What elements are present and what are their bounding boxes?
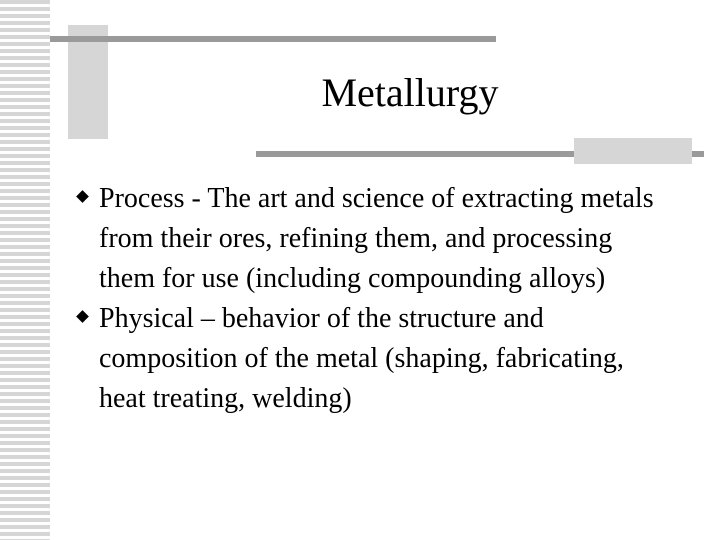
left-stripe-decoration bbox=[0, 0, 50, 540]
diamond-bullet-icon bbox=[76, 310, 89, 323]
right-accent-block bbox=[574, 138, 692, 164]
bullet-item-process bbox=[76, 179, 666, 299]
bullet-text-process: Process - The art and science of extracting metals from their ores, refining them, and processing them for use (including compounding alloys) bbox=[99, 183, 654, 294]
bullet-list bbox=[76, 179, 666, 419]
vertical-accent-block bbox=[68, 25, 108, 139]
top-accent-line bbox=[50, 36, 496, 42]
bullet-text-physical: Physical – behavior of the structure and composition of the metal (shaping, fabricating, heat treating, welding) bbox=[99, 303, 624, 414]
bullet-item-physical bbox=[76, 299, 666, 419]
slide-title: Metallurgy bbox=[321, 70, 499, 115]
diamond-bullet-icon bbox=[76, 190, 89, 203]
